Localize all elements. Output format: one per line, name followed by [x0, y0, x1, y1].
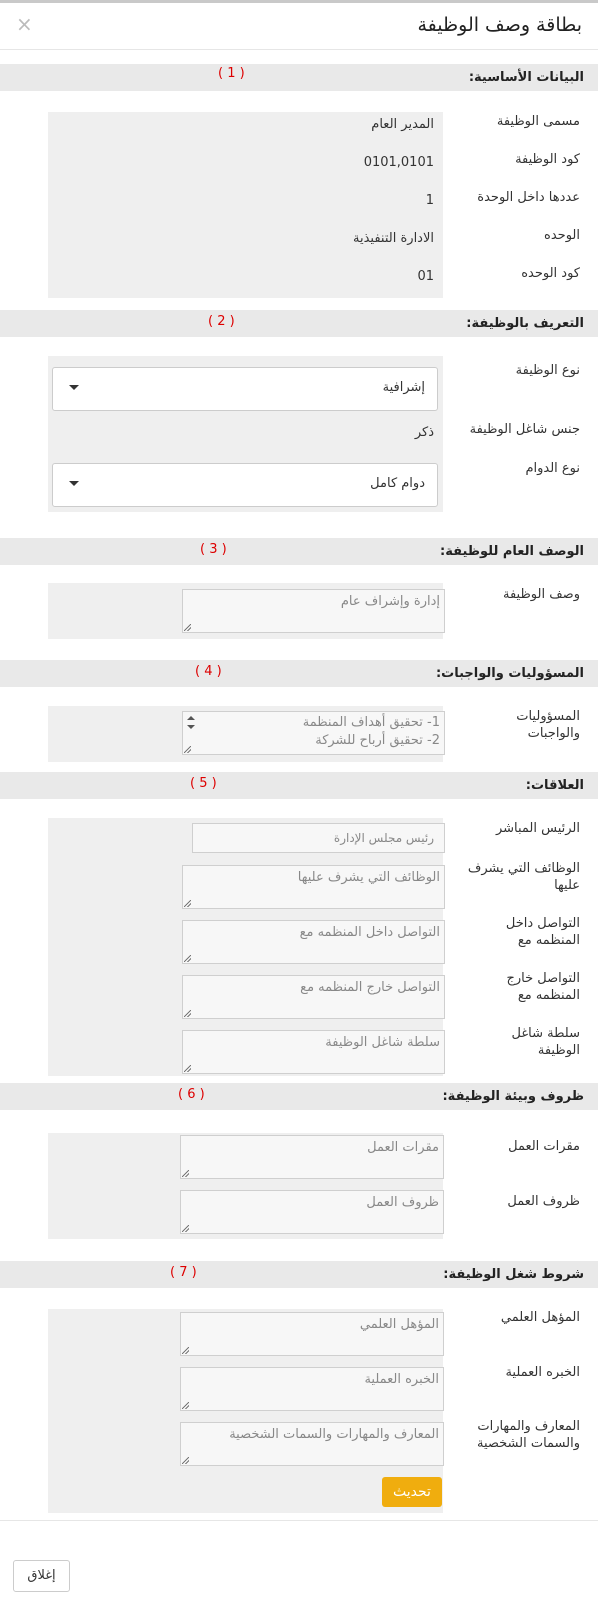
unit-code-value: 01	[417, 269, 434, 284]
duties-label-line1: المسؤوليات	[516, 709, 580, 724]
job-type-select[interactable]	[52, 367, 438, 411]
experience-label: الخبره العملية	[505, 1365, 580, 1380]
section-basic-title: البيانات الأساسية:	[468, 70, 584, 85]
section-conditions-number: ( 7 )	[170, 1265, 197, 1280]
duties-scrollbar[interactable]	[184, 713, 198, 735]
close-button[interactable]: إغلاق	[13, 1560, 70, 1592]
dialog-title: بطاقة وصف الوظيفة	[417, 14, 582, 36]
internal-label-line1: التواصل داخل	[505, 916, 580, 931]
scroll-down-icon[interactable]	[187, 725, 195, 729]
chevron-down-icon	[69, 481, 79, 486]
duties-line2: 2- تحقيق أرباح للشركة	[315, 733, 440, 748]
internal-textarea[interactable]	[182, 920, 445, 964]
header-divider	[0, 49, 598, 50]
job-type-label: نوع الوظيفة	[515, 363, 580, 378]
scroll-up-icon[interactable]	[187, 716, 195, 720]
section-duties-number: ( 4 )	[195, 664, 222, 679]
job-code-value: 0101,0101	[363, 155, 434, 170]
section-definition-title: التعريف بالوظيفة:	[466, 316, 584, 331]
manager-input[interactable]	[192, 823, 445, 853]
section-general-number: ( 3 )	[200, 542, 227, 557]
section-relations-number: ( 5 )	[190, 776, 217, 791]
work-conditions-textarea[interactable]	[180, 1190, 444, 1234]
job-title-value: المدير العام	[371, 117, 434, 132]
duties-label	[452, 708, 580, 742]
resize-grip-icon[interactable]	[182, 1347, 189, 1354]
experience-placeholder: الخبره العملية	[364, 1372, 439, 1387]
skills-placeholder: المعارف والمهارات والسمات الشخصية	[229, 1427, 439, 1442]
authority-label	[452, 1025, 580, 1059]
section-environment-number: ( 6 )	[178, 1087, 205, 1102]
gender-value: ذكر	[414, 425, 434, 440]
authority-textarea[interactable]	[182, 1030, 445, 1074]
section-general-title: الوصف العام للوظيفة:	[440, 544, 584, 559]
manager-value: رئيس مجلس الإدارة	[333, 831, 434, 845]
job-title-label: مسمى الوظيفة	[496, 114, 580, 129]
duties-line1: 1- تحقيق أهداف المنظمة	[302, 715, 440, 730]
section-definition-number: ( 2 )	[208, 314, 235, 329]
basic-info-panel	[48, 112, 443, 298]
top-border	[0, 0, 598, 3]
external-label-line2: المنظمه مع	[517, 988, 580, 1003]
external-label-line1: التواصل خارج	[506, 971, 580, 986]
section-environment-title: ظروف وبيئة الوظيفة:	[442, 1089, 584, 1104]
workplaces-placeholder: مقرات العمل	[367, 1140, 439, 1155]
count-label: عددها داخل الوحدة	[477, 190, 580, 205]
external-textarea[interactable]	[182, 975, 445, 1019]
resize-grip-icon[interactable]	[184, 900, 191, 907]
resize-grip-icon[interactable]	[182, 1457, 189, 1464]
resize-grip-icon[interactable]	[184, 955, 191, 962]
qualification-textarea[interactable]	[180, 1312, 444, 1356]
unit-value: الادارة التنفيذية	[353, 231, 434, 246]
job-description-value: إدارة وإشراف عام	[340, 594, 440, 609]
internal-label-line2: المنظمه مع	[517, 933, 580, 948]
count-value: 1	[425, 193, 434, 208]
resize-grip-icon[interactable]	[184, 624, 191, 631]
job-description-textarea[interactable]	[182, 589, 445, 633]
gender-label: جنس شاغل الوظيفة	[469, 422, 580, 437]
qualification-label: المؤهل العلمي	[500, 1310, 580, 1325]
unit-code-label: كود الوحده	[521, 266, 580, 281]
skills-label-line2: والسمات الشخصية	[476, 1436, 580, 1451]
supervised-label	[452, 860, 580, 894]
section-relations-title: العلاقات:	[525, 778, 584, 793]
skills-label-line1: المعارف والمهارات	[477, 1419, 580, 1434]
resize-grip-icon[interactable]	[184, 746, 191, 753]
experience-textarea[interactable]	[180, 1367, 444, 1411]
section-conditions-title: شروط شغل الوظيفة:	[443, 1267, 584, 1282]
skills-label	[452, 1418, 580, 1452]
section-duties-title: المسؤوليات والواجبات:	[435, 666, 584, 681]
authority-label-line1: سلطة شاغل	[511, 1026, 580, 1041]
work-conditions-placeholder: ظروف العمل	[366, 1195, 439, 1210]
work-conditions-label: ظروف العمل	[507, 1194, 580, 1209]
unit-label: الوحده	[544, 228, 580, 243]
supervised-label-line1: الوظائف التي يشرف	[467, 861, 580, 876]
internal-label	[452, 915, 580, 949]
internal-placeholder: التواصل داخل المنظمه مع	[299, 925, 440, 940]
shift-label: نوع الدوام	[525, 461, 580, 476]
shift-value: دوام كامل	[370, 476, 425, 491]
supervised-label-line2: عليها	[554, 878, 580, 893]
authority-placeholder: سلطة شاغل الوظيفة	[325, 1035, 440, 1050]
chevron-down-icon	[69, 385, 79, 390]
resize-grip-icon[interactable]	[184, 1010, 191, 1017]
resize-grip-icon[interactable]	[184, 1065, 191, 1072]
job-code-label: كود الوظيفة	[515, 152, 580, 167]
external-placeholder: التواصل خارج المنظمه مع	[300, 980, 440, 995]
resize-grip-icon[interactable]	[182, 1402, 189, 1409]
update-button[interactable]: تحديث	[382, 1477, 442, 1507]
resize-grip-icon[interactable]	[182, 1170, 189, 1177]
shift-select[interactable]	[52, 463, 438, 507]
duties-label-line2: والواجبات	[527, 726, 580, 741]
close-icon[interactable]: ×	[16, 12, 33, 36]
job-type-value: إشرافية	[382, 380, 425, 395]
authority-label-line2: الوظيفة	[537, 1043, 580, 1058]
supervised-placeholder: الوظائف التي يشرف عليها	[297, 870, 440, 885]
section-basic-number: ( 1 )	[218, 66, 245, 81]
duties-textarea[interactable]	[182, 711, 445, 755]
qualification-placeholder: المؤهل العلمي	[359, 1317, 439, 1332]
section-relations-header	[0, 772, 598, 799]
skills-textarea[interactable]	[180, 1422, 444, 1466]
manager-label: الرئيس المباشر	[495, 821, 580, 836]
workplaces-textarea[interactable]	[180, 1135, 444, 1179]
external-label	[452, 970, 580, 1004]
resize-grip-icon[interactable]	[182, 1225, 189, 1232]
job-description-label: وصف الوظيفة	[502, 587, 580, 602]
supervised-textarea[interactable]	[182, 865, 445, 909]
footer-divider	[0, 1520, 598, 1521]
workplaces-label: مقرات العمل	[508, 1139, 580, 1154]
